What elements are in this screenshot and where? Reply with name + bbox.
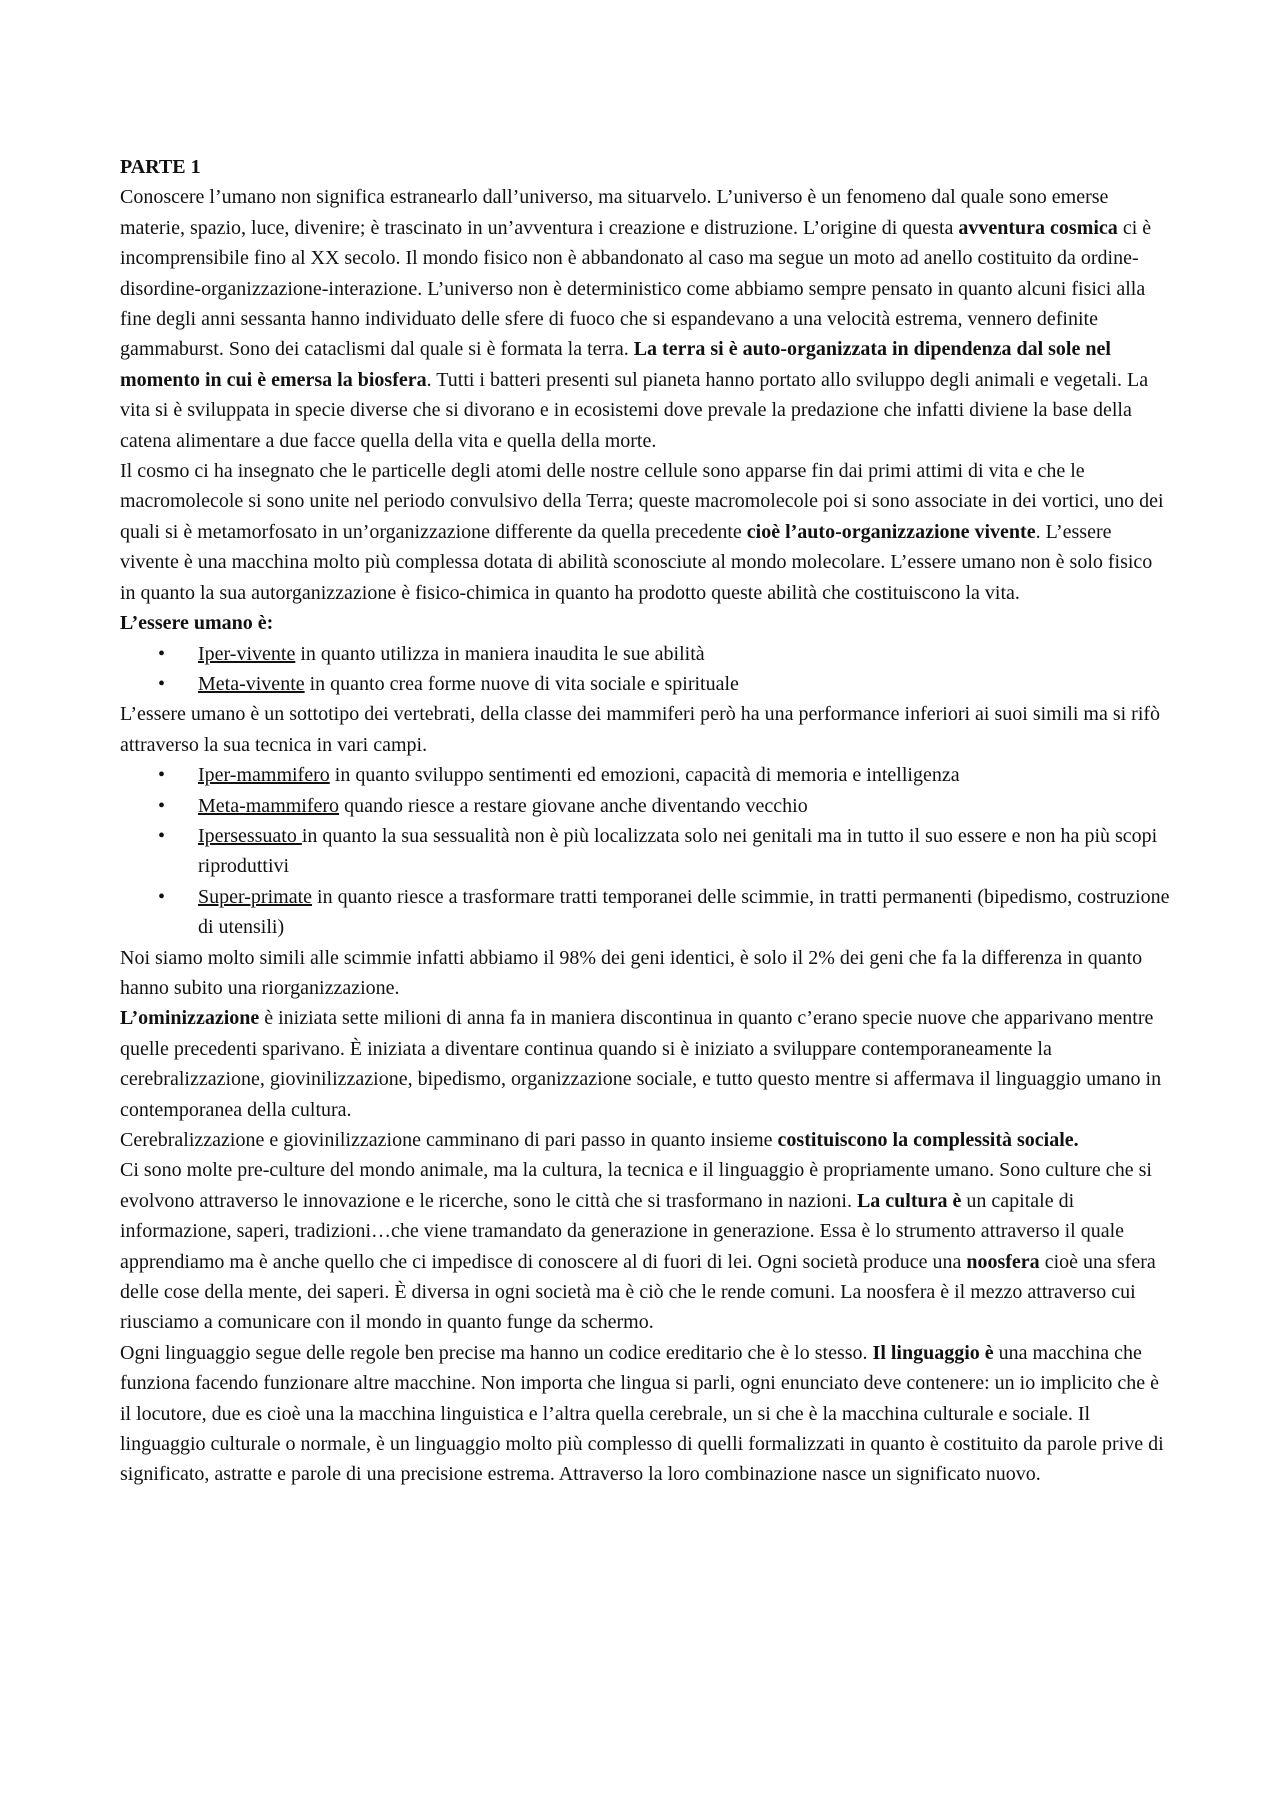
list-item: • Iper-mammifero in quanto sviluppo sentimenti ed emozioni, capacità di memoria e intelligenza (198, 760, 1172, 790)
bold-phrase: L’ominizzazione (120, 1007, 260, 1030)
section-heading: L’essere umano è: (120, 612, 274, 635)
bullet-icon: • (158, 824, 166, 847)
bold-phrase: avventura cosmica (958, 216, 1118, 239)
paragraph-cosmos: Il cosmo ci ha insegnato che le particelle degli atomi delle nostre cellule sono apparse fin dai primi attimi di vita e che le macromolecole si sono unite nel periodo convulsivo della Terra; queste macromolecole poi si sono associate in dei vortici, uno dei quali si è metamorfosato in un’organizzazione differente da quella precedente cioè l’auto-organizzazione vivente. L’essere vivente è una macchina molto più complessa dotata di abilità sconosciute al mondo molecolare. L’essere umano non è solo fisico in quanto la sua autorganizzazione è fisico-chimica in quanto ha prodotto queste abilità che costituiscono la vita. (120, 460, 1164, 604)
paragraph-linguaggio: Ogni linguaggio segue delle regole ben precise ma hanno un codice ereditario che è lo stesso. Il linguaggio è una macchina che funziona facendo funzionare altre macchine. Non importa che lingua si parli, ogni enunciato deve contenere: un io implicito che è il locutore, due es cioè una la macchina linguistica e l’altra quella cerebrale, un si che è la macchina culturale e sociale. Il linguaggio culturale o normale, è un linguaggio molto più complesso di quelli formalizzati in quanto è costituito da parole prive di significato, astratte e parole di una precisione estrema. Attraverso la loro combinazione nasce un significato nuovo. (120, 1341, 1164, 1486)
paragraph-universe: Conoscere l’umano non significa estranearlo dall’universo, ma situarvelo. L’universo è un fenomeno dal quale sono emerse materie, spazio, luce, divenire; è trascinato in un’avventura i creazione e distruzione. L’origine di questa avventura cosmica ci è incomprensibile fino al XX secolo. Il mondo fisico non è abbandonato al caso ma segue un moto ad anello costituito da ordine-disordine-organizzazione-interazione. L’universo non è deterministico come abbiamo sempre pensato in quanto alcuni fisici alla fine degli anni sessanta hanno individuato delle sfere di fuoco che si espandevano a una velocità estrema, vennero definite gammaburst. Sono dei cataclismi dal quale si è formata la terra. La terra si è auto-organizzata in dipendenza dal sole nel momento in cui è emersa la biosfera. Tutti i batteri presenti sul pianeta hanno portato allo sviluppo degli animali e vegetali. La vita si è sviluppata in specie diverse che si divorano e in ecosistemi dove prevale la predazione che infatti diviene la base della catena alimentare a due facce quella della vita e quella della morte. (120, 186, 1152, 452)
paragraph-ominizzazione: L’ominizzazione è iniziata sette milioni di anna fa in maniera discontinua in quanto c’erano specie nuove che apparivano mentre quelle precedenti sparivano. È iniziata a diventare continua quando si è iniziato a sviluppare contemporaneamente la cerebralizzazione, giovinilizzazione, bipedismo, organizzazione sociale, e tutto questo mentre si affermava il linguaggio umano in contemporanea della cultura. (120, 1007, 1162, 1121)
underlined-term: Meta-mammifero (198, 794, 340, 817)
bullet-icon: • (158, 642, 166, 665)
underlined-term: Ipersessuato (198, 824, 302, 847)
bullet-icon: • (158, 764, 166, 787)
bullet-icon: • (158, 794, 166, 817)
underlined-term: Iper-vivente (198, 642, 296, 665)
bold-phrase: La terra si è auto-organizzata in dipendenza dal sole nel momento in cui è emersa la biosfera (120, 338, 1111, 391)
document-page (120, 152, 1172, 1490)
bold-phrase: La cultura è (856, 1189, 962, 1212)
underlined-term: Iper-mammifero (198, 764, 330, 787)
list-item: • Iper-vivente in quanto utilizza in maniera inaudita le sue abilità (198, 639, 1172, 669)
list-item: • Super-primate in quanto riesce a trasformare tratti temporanei delle scimmie, in tratti permanenti (bipedismo, costruzione di utensili) (198, 882, 1172, 943)
paragraph-cultura: Ci sono molte pre-culture del mondo animale, ma la cultura, la tecnica e il linguaggio è propriamente umano. Sono culture che si evolvono attraverso le innovazione e le ricerche, sono le città che si trasformano in nazioni. La cultura è un capitale di informazione, saperi, tradizioni…che viene tramandato da generazione in generazione. Essa è lo strumento attraverso il quale apprendiamo ma è anche quello che ci impedisce di conoscere al di fuori di lei. Ogni società produce una noosfera cioè una sfera delle cose della mente, dei saperi. È diversa in ogni società ma è ciò che le rende comuni. La noosfera è il mezzo attraverso cui riusciamo a comunicare con il mondo in quanto funge da schermo. (120, 1159, 1156, 1334)
bullet-list-vivente (120, 639, 1172, 700)
list-item: • Ipersessuato in quanto la sua sessualità non è più localizzata solo nei genitali ma in tutto il suo essere e non ha più scopi riproduttivi (198, 821, 1172, 882)
bullet-list-mammifero (120, 760, 1172, 942)
paragraph-vertebrati: L’essere umano è un sottotipo dei vertebrati, della classe dei mammiferi però ha una performance inferiori ai suoi simili ma si rifò attraverso la sua tecnica in vari campi. (120, 703, 1161, 756)
page-title: PARTE 1 (120, 156, 201, 178)
bold-phrase: costituiscono la complessità sociale. (777, 1129, 1079, 1151)
paragraph-scimmie: Noi siamo molto simili alle scimmie infatti abbiamo il 98% dei geni identici, è solo il 2% dei geni che fa la differenza in quanto hanno subito una riorganizzazione. (120, 946, 1143, 999)
bullet-icon: • (158, 672, 166, 695)
underlined-term: Meta-vivente (198, 672, 305, 695)
list-item: • Meta-vivente in quanto crea forme nuove di vita sociale e spirituale (198, 669, 1172, 699)
list-item: • Meta-mammifero quando riesce a restare giovane anche diventando vecchio (198, 791, 1172, 821)
bold-phrase: Il linguaggio è (872, 1341, 994, 1364)
bold-phrase: cioè l’auto-organizzazione vivente (746, 520, 1036, 543)
underlined-term: Super-primate (198, 885, 313, 908)
paragraph-cerebralizzazione: Cerebralizzazione e giovinilizzazione camminano di pari passo in quanto insieme costituiscono la complessità sociale. (120, 1129, 1079, 1151)
bullet-icon: • (158, 885, 166, 908)
bold-phrase: noosfera (966, 1250, 1040, 1273)
